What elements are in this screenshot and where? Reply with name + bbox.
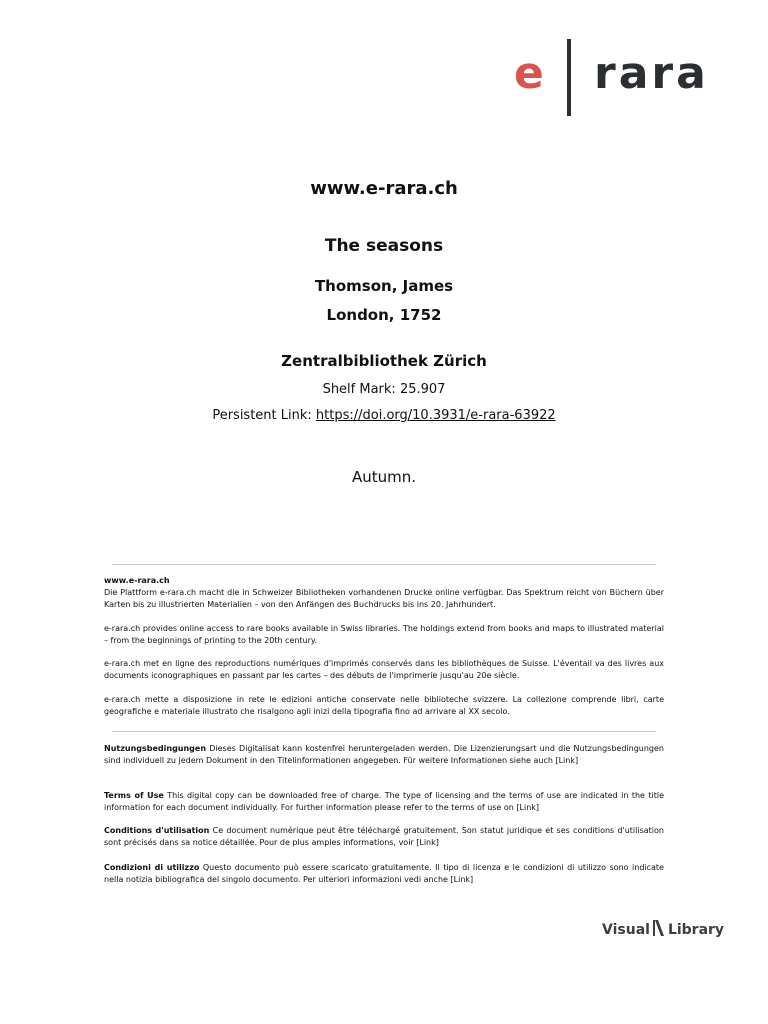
terms-fr-text: Ce document numérique peut être téléchargé gratuitement. Son statut juridique et ses conditions d'utilisation sont précisés dans sa notice détaillée. Pour de plus amples informations, voir [Link]: [104, 826, 664, 847]
about-de-text: Die Plattform e-rara.ch macht die in Schweizer Bibliotheken vorhandenen Drucke online verfügbar. Das Spektrum reicht von Büchern über Karten bis zu illustrierten Materialien – von den Anfängen des Buchdrucks bis ins 20. Jahrhundert.: [104, 588, 664, 609]
visual-library-right: Library: [667, 922, 725, 938]
persistent-link-label: Persistent Link:: [212, 408, 316, 423]
divider-bottom: [112, 731, 656, 732]
about-fr-text: e-rara.ch met en ligne des reproductions numériques d'imprimés conservés dans les bibliothèques de Suisse. L'éventail va des livres aux documents iconographiques en passant par les cartes – des débuts de l'imprimerie jusqu'au 20e siècle.: [104, 659, 664, 680]
shelf-mark: Shelf Mark: 25.907: [322, 382, 446, 397]
part-title: Autumn.: [351, 468, 417, 486]
persistent-link[interactable]: https://doi.org/10.3931/e-rara-63922: [315, 408, 556, 423]
persistent-link-line: [0, 408, 768, 423]
holding-library: Zentralbibliothek Zürich: [281, 352, 487, 370]
book-author: Thomson, James: [314, 277, 454, 295]
book-title: The seasons: [324, 236, 444, 256]
terms-de-label: Nutzungsbedingungen: [104, 744, 207, 753]
about-en-text: e-rara.ch provides online access to rare books available in Swiss libraries. The holdings extend from books and maps to illustrated material – from the beginnings of printing to the 20th century.: [104, 624, 664, 645]
about-it-text: e-rara.ch mette a disposizione in rete le edizioni antiche conservate nelle biblioteche svizzere. La collezione comprende libri, carte geografiche e materiale illustrato che risalgono agli inizi della tipografia fino ad arrivare al XX secolo.: [104, 695, 664, 716]
logo-divider: [567, 39, 571, 116]
terms-it-block: [104, 862, 664, 886]
terms-de-block: [104, 743, 664, 767]
terms-de-text: Dieses Digitalisat kann kostenfrei heruntergeladen werden. Die Lizenzierungsart und die Nutzungsbedingungen sind individuell zu jedem Dokument in den Titelinformationen angegeben. Für weitere Informationen siehe auch [Link]: [104, 744, 664, 765]
book-imprint: London, 1752: [326, 306, 442, 324]
visual-library-mark-icon: [652, 919, 666, 937]
terms-fr-block: [104, 825, 664, 849]
about-de-block: [104, 575, 664, 611]
about-heading: www.e-rara.ch: [104, 576, 170, 585]
e-rara-logo: [510, 36, 730, 120]
divider-top: [112, 564, 656, 565]
terms-en-label: Terms of Use: [104, 791, 164, 800]
terms-en-block: [104, 790, 664, 814]
terms-en-text: This digital copy can be downloaded free of charge. The type of licensing and the terms of use are indicated in the title information for each document individually. For further information please refer to the terms of use on [Link]: [104, 791, 664, 812]
logo-letter-e: e: [514, 48, 544, 99]
terms-it-label: Condizioni di utilizzo: [104, 863, 200, 872]
terms-it-text: Questo documento può essere scaricato gratuitamente. Il tipo di licenza e le condizioni di utilizzo sono indicate nella notizia bibliografica del singolo documento. Per ulteriori informazioni vedi anche [Link]: [104, 863, 664, 884]
site-url: www.e-rara.ch: [310, 178, 458, 199]
visual-library-logo: [602, 918, 732, 942]
logo-word-rara: rara: [594, 48, 709, 99]
terms-fr-label: Conditions d'utilisation: [104, 826, 210, 835]
visual-library-left: Visual: [602, 922, 650, 938]
